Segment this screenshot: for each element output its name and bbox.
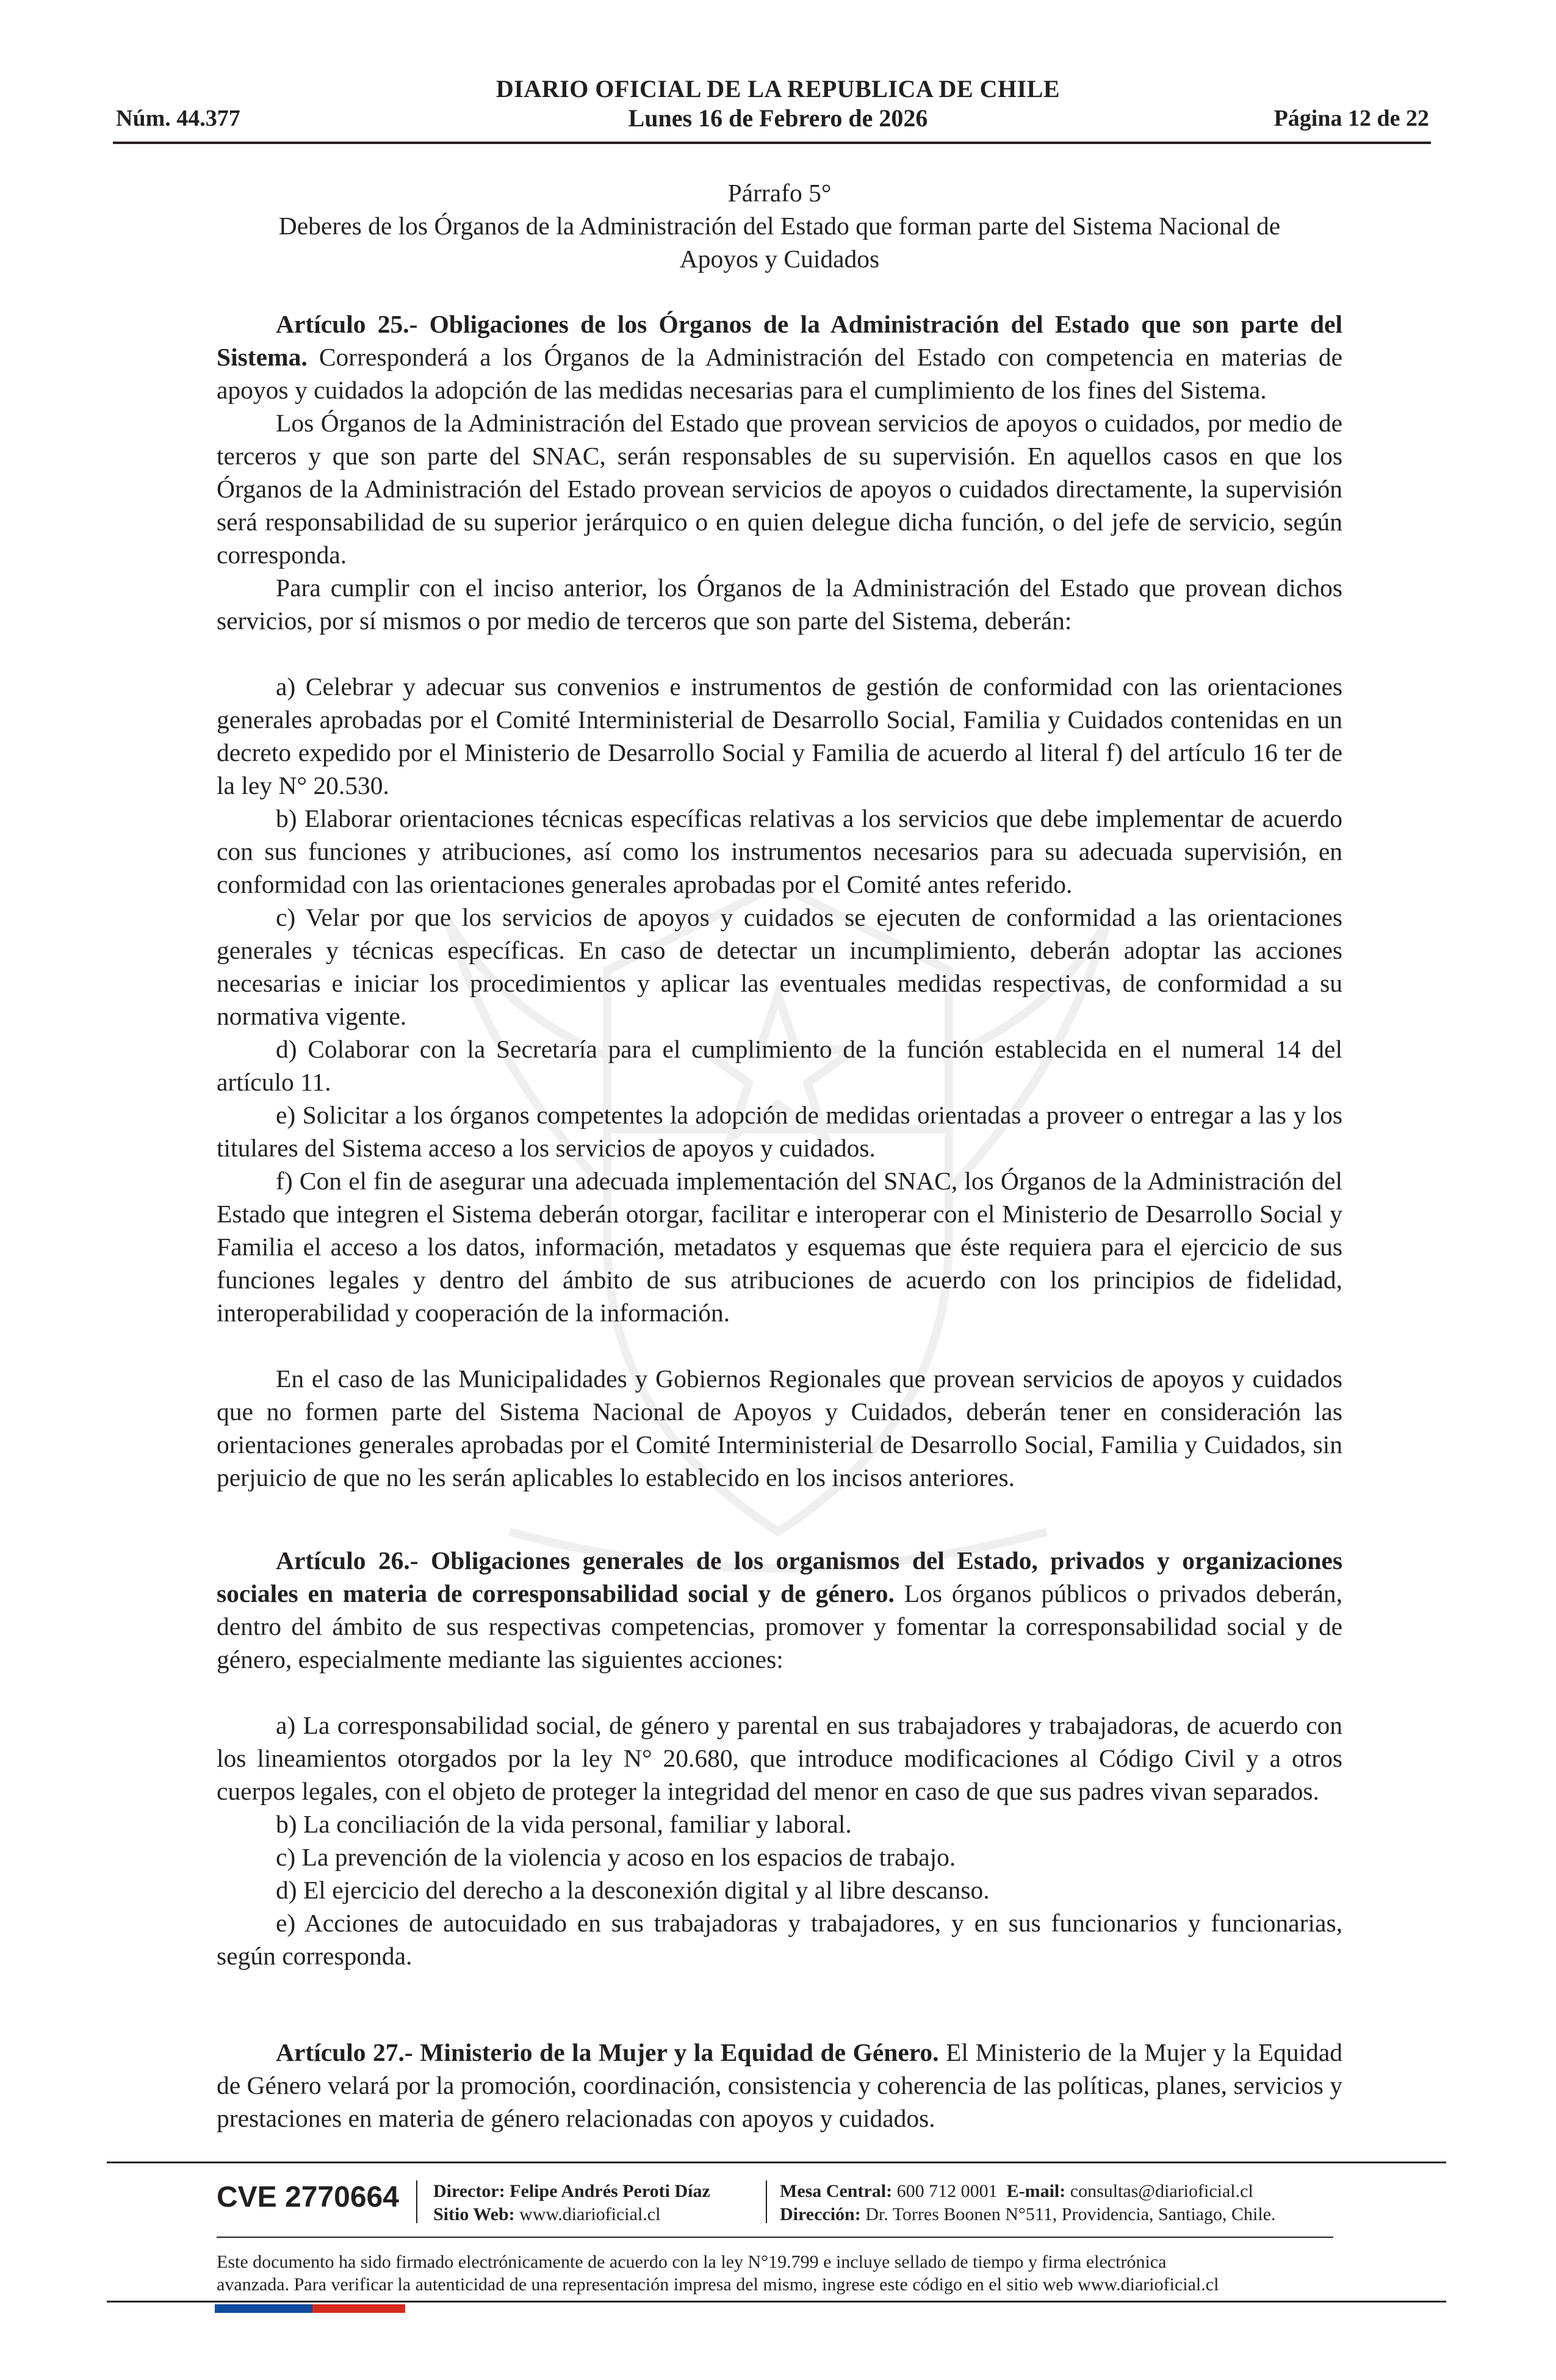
article-26-text: Los órganos públicos o privados deberán, dentro del ámbito de sus respectivas competencias, promover y fomentar la corresponsabilidad social y de género, especialmente mediante las siguientes acciones: bbox=[217, 1579, 1342, 1673]
issue-number: Núm. 44.377 bbox=[116, 106, 240, 131]
article-27 bbox=[217, 2036, 1342, 2135]
article-25-item-c: c) Velar por que los servicios de apoyos y cuidados se ejecuten de conformidad a las orientaciones generales y técnicas específicas. En caso de detectar un incumplimiento, deberán adoptar las acciones necesarias e iniciar los procedimientos y aplicar las eventuales medidas respectivas, de conformidad a su normativa vigente. bbox=[217, 903, 1342, 1030]
page-number: Página 12 de 22 bbox=[1273, 106, 1429, 131]
flag-stripe-red bbox=[312, 2304, 405, 2313]
article-25-item-f: f) Con el fin de asegurar una adecuada implementación del SNAC, los Órganos de la Administración del Estado que integren el Sistema deberán otorgar, facilitar e interoperar con el Ministerio de Desarrollo Social y Familia el acceso a los datos, información, metadatos y esquemas que éste requiera para el ejercicio de sus funciones legales y dentro del ámbito de sus atribuciones de acuerdo con los principios de fidelidad, interoperabilidad y cooperación de la información. bbox=[217, 1167, 1342, 1327]
newspaper-title: DIARIO OFICIAL DE LA REPUBLICA DE CHILE bbox=[495, 75, 1061, 103]
address-value: Dr. Torres Boonen N°511, Providencia, Santiago, Chile. bbox=[865, 2204, 1276, 2224]
legal-notice-line1: Este documento ha sido firmado electrónicamente de acuerdo con la ley N°19.799 e incluye sellado de tiempo y firma electrónica bbox=[217, 2252, 1167, 2272]
article-25-paragraph-2: Los Órganos de la Administración del Estado que provean servicios de apoyos o cuidados, por medio de terceros y que son parte del SNAC, serán responsables de su supervisión. En aquellos casos en que los Órganos de la Administración del Estado provean servicios de apoyos o cuidados directamente, la supervisión será responsabilidad de su superior jerárquico o en quien delegue dicha función, o del jefe de servicio, según corresponda. bbox=[217, 409, 1342, 569]
article-26-item-b: b) La conciliación de la vida personal, familiar y laboral. bbox=[276, 1810, 852, 1838]
issue-date: Lunes 16 de Febrero de 2026 bbox=[628, 104, 928, 132]
article-26 bbox=[217, 1544, 1342, 1972]
web-label: Sitio Web: bbox=[433, 2204, 515, 2224]
web-link[interactable]: www.diarioficial.cl bbox=[519, 2204, 661, 2224]
article-26-item-c: c) La prevención de la violencia y acoso en los espacios de trabajo. bbox=[276, 1843, 956, 1871]
phone-label: Mesa Central: bbox=[780, 2181, 893, 2201]
footer-rule-bottom bbox=[107, 2301, 1446, 2302]
footer-director-block bbox=[433, 2180, 710, 2226]
article-26-item-d: d) El ejercicio del derecho a la desconexión digital y al libre descanso. bbox=[276, 1876, 990, 1904]
director-label: Director: bbox=[433, 2181, 505, 2201]
director-name: Felipe Andrés Peroti Díaz bbox=[510, 2181, 710, 2201]
footer-contact-block bbox=[780, 2180, 1276, 2226]
legal-notice bbox=[217, 2251, 1342, 2296]
email-label: E-mail: bbox=[1006, 2181, 1066, 2201]
email-link[interactable]: consultas@diarioficial.cl bbox=[1070, 2181, 1253, 2201]
article-25-title: Artículo 25.- Obligaciones de los Órganos de la Administración del Estado que son parte del Sistema. bbox=[217, 310, 1342, 371]
section-title-line2: Apoyos y Cuidados bbox=[679, 245, 880, 273]
article-25 bbox=[217, 308, 1342, 1494]
flag-stripe-blue bbox=[215, 2304, 312, 2313]
article-26-item-a: a) La corresponsabilidad social, de género y parental en sus trabajadores y trabajadoras, de acuerdo con los lineamientos otorgados por la ley N° 20.680, que introduce modificaciones al Código Civil y a otros cuerpos legales, con el objeto de proteger la integridad del menor en caso de que sus padres vivan separados. bbox=[217, 1711, 1342, 1805]
article-26-item-e: e) Acciones de autocuidado en sus trabajadoras y trabajadores, y en sus funcionarios y funcionarias, según corresponda. bbox=[217, 1909, 1342, 1970]
article-25-paragraph-4: En el caso de las Municipalidades y Gobiernos Regionales que provean servicios de apoyos y cuidados que no formen parte del Sistema Nacional de Apoyos y Cuidados, deberán tener en consideración las orientaciones generales aprobadas por el Comité Interministerial de Desarrollo Social, Familia y Cuidados, sin perjuicio de que no les serán aplicables lo establecido en los incisos anteriores. bbox=[217, 1365, 1342, 1491]
article-27-text: El Ministerio de la Mujer y la Equidad de Género velará por la promoción, coordinación, consistencia y coherencia de las políticas, planes, servicios y prestaciones en materia de género relacionadas con apoyos y cuidados. bbox=[217, 2038, 1343, 2132]
section-title-line1: Deberes de los Órganos de la Administración del Estado que forman parte del Sistema Nacional de bbox=[278, 212, 1281, 240]
article-25-text: Corresponderá a los Órganos de la Administración del Estado con competencia en materias de apoyos y cuidados la adopción de las medidas necesarias para el cumplimiento de los fines del Sistema. bbox=[217, 343, 1343, 404]
phone-value: 600 712 0001 bbox=[896, 2181, 998, 2201]
article-27-title: Artículo 27.- Ministerio de la Mujer y la Equidad de Género. bbox=[276, 2038, 939, 2066]
article-26-title: Artículo 26.- Obligaciones generales de los organismos del Estado, privados y organizaciones sociales en materia de corresponsabilidad social y de género. bbox=[217, 1546, 1342, 1607]
cve-code: CVE 2770664 bbox=[217, 2181, 399, 2213]
footer-divider-1 bbox=[416, 2180, 417, 2223]
footer-rule-top bbox=[107, 2162, 1446, 2163]
section-heading-block bbox=[217, 176, 1342, 275]
legal-notice-line2: avanzada. Para verificar la autenticidad de una representación impresa del mismo, ingrese este código en el sitio web www.diarioficial.cl bbox=[217, 2274, 1219, 2295]
article-25-item-e: e) Solicitar a los órganos competentes la adopción de medidas orientadas a proveer o entregar a las y los titulares del Sistema acceso a los servicios de apoyos y cuidados. bbox=[217, 1101, 1342, 1162]
footer-rule-middle bbox=[217, 2237, 1333, 2238]
article-25-item-d: d) Colaborar con la Secretaría para el cumplimiento de la función establecida en el numeral 14 del artículo 11. bbox=[217, 1035, 1342, 1096]
article-25-item-b: b) Elaborar orientaciones técnicas específicas relativas a los servicios que debe implementar de acuerdo con sus funciones y atribuciones, así como los instrumentos necesarios para su adecuada supervisión, en conformidad con las orientaciones generales aprobadas por el Comité antes referido. bbox=[217, 804, 1342, 898]
address-label: Dirección: bbox=[780, 2204, 861, 2224]
article-25-item-a: a) Celebrar y adecuar sus convenios e instrumentos de gestión de conformidad con las orientaciones generales aprobadas por el Comité Interministerial de Desarrollo Social, Familia y Cuidados contenidas en un decreto expedido por el Ministerio de Desarrollo Social y Familia de acuerdo al literal f) del artículo 16 ter de la ley N° 20.530. bbox=[217, 673, 1342, 799]
section-heading: Párrafo 5° bbox=[727, 179, 832, 207]
footer-divider-2 bbox=[766, 2180, 767, 2223]
header-rule bbox=[113, 142, 1431, 144]
article-25-paragraph-3: Para cumplir con el inciso anterior, los Órganos de la Administración del Estado que provean dichos servicios, por sí mismos o por medio de terceros que son parte del Sistema, deberán: bbox=[217, 574, 1342, 635]
